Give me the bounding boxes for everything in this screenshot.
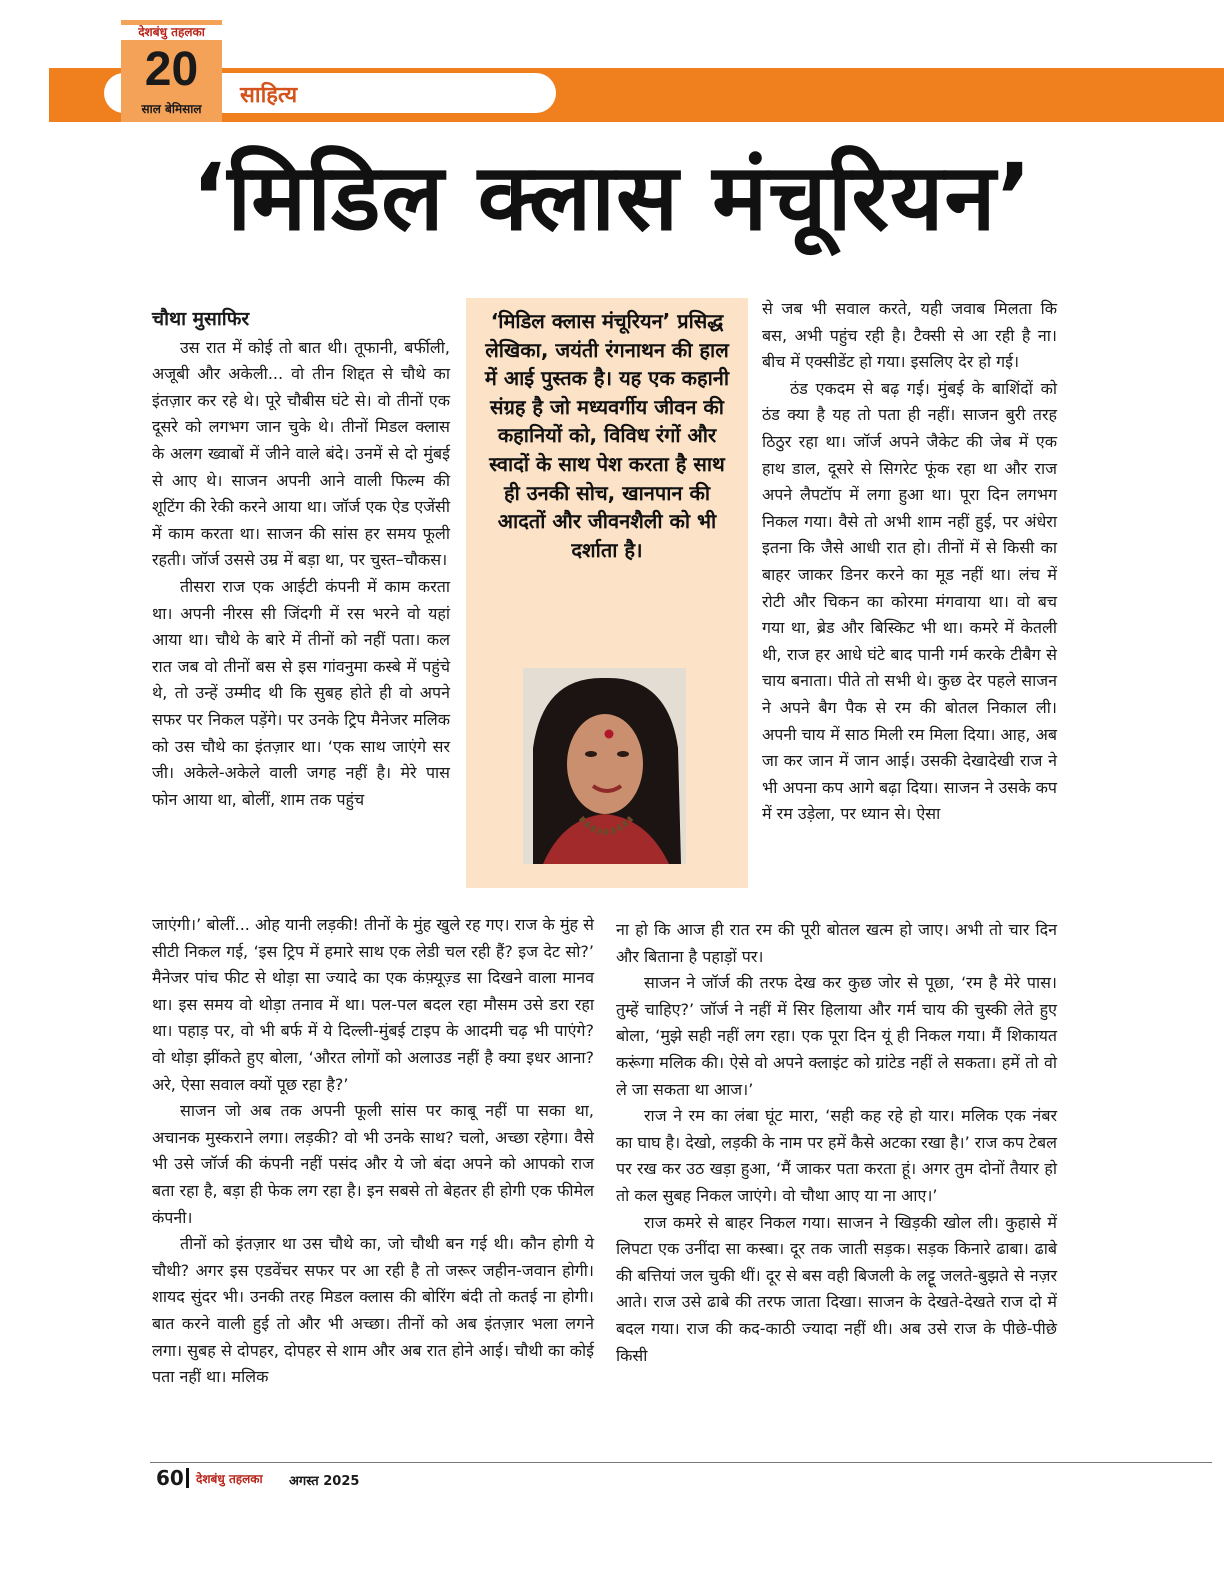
paragraph: जाएंगी।’ बोलीं... ओह यानी लड़की! तीनों के मुंह खुले रह गए। राज के मुंह से सीटी निकल गई, ‘इस ट्रिप में हमारे साथ एक लेडी चल रही हैं? इज देट सो?’ मैनेजर पांच फीट से थोड़ा सा ज्यादे का एक कंफ़्यूज़्ड सा दिखने वाला मानव था। इस समय वो थोड़ा तनाव में था। पल-पल बदल रहा मौसम उसे डरा रहा था। पहाड़ पर, वो भी बर्फ में ये दिल्ली-मुंबई टाइप के आदमी चढ़ भी पाएंगे? वो थोड़ा झींकते हुए बोला, ‘औरत लोगों को अलाउड नहीं है क्या इधर आना? अरे, ऐसा सवाल क्यों पूछ रहा है?’ — [152, 915, 594, 1094]
portrait-illustration — [523, 668, 686, 864]
subhead: चौथा मुसाफिर — [152, 308, 250, 330]
badge-brand: देशबंधु तहलका — [121, 25, 222, 40]
paragraph: तीसरा राज एक आईटी कंपनी में काम करता था। अपनी नीरस सी जिंदगी में रस भरने वो यहां आया था। चौथे के बारे में तीनों को नहीं पता। कल रात जब वो तीनों बस से इस गांवनुमा कस्बे में पहुंचे थे, तो उन्हें उम्मीद थी कि सुबह होते ही वो अपने सफर पर निकल पड़ेंगे। पर उनके ट्रिप मैनेजर मलिक को उस चौथे का इंतज़ार था। ‘एक साथ जाएंगे सर जी। अकेले-अकेले वाली जगह नहीं है। मेरे पास फोन आया था, बोलीं, शाम तक पहुंच — [152, 576, 450, 809]
paragraph: ना हो कि आज ही रात रम की पूरी बोतल खत्म हो जाए। अभी तो चार दिन और बिताना है पहाड़ों पर। — [616, 920, 1057, 966]
author-portrait — [523, 668, 686, 864]
badge-number: 20 — [144, 43, 199, 96]
page-number: 60 — [156, 1466, 184, 1490]
badge-subtitle: साल बेमिसाल — [141, 102, 202, 116]
footer-divider — [186, 1468, 189, 1488]
paragraph: राज ने रम का लंबा घूंट मारा, ‘सही कह रहे हो यार। मलिक एक नंबर का घाघ है। देखो, लड़की के नाम पर हमें कैसे अटका रखा है।’ राज कप टेबल पर रख कर उठ खड़ा हुआ, ‘मैं जाकर पता करता हूं। अगर तुम दोनों तैयार हो तो कल सुबह निकल जाएंगे। वो चौथा आए या ना आए।’ — [616, 1106, 1057, 1205]
paragraph: साजन ने जॉर्ज की तरफ देख कर कुछ जोर से पूछा, ‘रम है मेरे पास। तुम्हें चाहिए?’ जॉर्ज ने नहीं में सिर हिलाया और गर्म चाय की चुस्की लेते हुए बोला, ‘मुझे सही नहीं लग रहा। एक पूरा दिन यूं ही निकल गया। मैं शिकायत करूंगा मलिक की। ऐसे वो अपने क्लाइंट को ग्रांटेड नहीं ले सकता। हमें तो वो ले जा सकता था आज।’ — [616, 973, 1057, 1099]
column-3-wide — [616, 917, 1057, 1369]
anniversary-badge — [121, 20, 222, 122]
column-1-wide — [152, 912, 594, 1391]
footer-brand: देशबंधु तहलका — [196, 1472, 263, 1486]
paragraph: ठंड एकदम से बढ़ गई। मुंबई के बाशिंदों को ठंड क्या है यह तो पता ही नहीं। साजन बुरी तरह ठिठुर रहा था। जॉर्ज अपने जैकेट की जेब में एक हाथ डाल, दूसरे से सिगरेट फूंक रहा था और राज अपने लैपटॉप में लगा हुआ था। पूरा दिन लगभग निकल गया। वैसे तो अभी शाम नहीं हुई, पर अंधेरा इतना कि जैसे आधी रात हो। तीनों में से किसी का बाहर जाकर डिनर करने का मूड नहीं था। लंच में रोटी और चिकन का कोरमा मंगवाया था। वो बच गया था, ब्रेड और बिस्किट भी था। कमरे में केतली थी, राज हर आधे घंटे बाद पानी गर्म करके टीबैग से चाय बनाता। पीते तो सभी थे। कुछ देर पहले साजन ने अपने बैग पैक से रम की बोतल निकाल ली। अपनी चाय में साठ मिली रम मिला दिया। आह, अब जा कर जान में जान आई। उसकी देखादेखी राज ने भी अपना कप आगे बढ़ा दिया। साजन ने उसके कप में रम उड़ेला, पर ध्यान से। ऐसा — [762, 378, 1057, 824]
callout-text: ‘मिडिल क्लास मंचूरियन’ प्रसिद्ध लेखिका, जयंती रंगनाथन की हाल में आई पुस्तक है। यह एक कहानी संग्रह है जो मध्यवर्गीय जीवन की कहानियों को, विविध रंगों और स्वादों के साथ पेश करता है साथ ही उनकी सोच, खानपान की आदतों और जीवनशैली को भी दर्शाता है। — [484, 309, 730, 562]
column-1 — [152, 306, 450, 813]
section-label: साहित्य — [240, 83, 298, 108]
article-title: ‘मिडिल क्लास मंचूरियन’ — [191, 144, 1033, 251]
paragraph: राज कमरे से बाहर निकल गया। साजन ने खिड़की खोल ली। कुहासे में लिपटा एक उनींदा सा कस्बा। दूर तक जाती सड़क। सड़क किनारे ढाबा। ढाबे की बत्तियां जल चुकी थीं। दूर से बस वही बिजली के लट्टू जलते-बुझते से नज़र आते। राज उसे ढाबे की तरफ जाता दिखा। साजन के देखते-देखते राज दो में बदल गया। राज की कद-काठी ज्यादा नहीं थी। अब उसे राज के पीछे-पीछे किसी — [616, 1212, 1057, 1365]
column-3 — [762, 296, 1057, 828]
paragraph: साजन जो अब तक अपनी फूली सांस पर काबू नहीं पा सका था, अचानक मुस्कराने लगा। लड़की? वो भी उनके साथ? चलो, अच्छा रहेगा। वैसे भी उसे जॉर्ज की कंपनी नहीं पसंद और ये जो बंदा अपने को आपको राज बता रहा है, बड़ा ही फेक लग रहा है। इन सबसे तो बेहतर ही होगी एक फीमेल कंपनी। — [152, 1101, 594, 1227]
paragraph: से जब भी सवाल करते, यही जवाब मिलता कि बस, अभी पहुंच रही है। टैक्सी से आ रही है ना। बीच में एक्सीडेंट हो गया। इसलिए देर हो गई। — [762, 299, 1057, 372]
paragraph: उस रात में कोई तो बात थी। तूफानी, बर्फीली, अजूबी और अकेली... वो तीन शिद्दत से चौथे का इंतज़ार कर रहे थे। पूरे चौबीस घंटे से। वो तीनों एक दूसरे को लगभग जान चुके थे। तीनों मिडल क्लास के अलग ख्वाबों में जीने वाले बंदे। उनमें से दो मुंबई से आए थे। साजन अपनी आने वाली फिल्म की शूटिंग की रेकी करने आया था। जॉर्ज एक ऐड एजेंसी में काम करता था। साजन की सांस हर समय फूली रहती। जॉर्ज उससे उम्र में बड़ा था, पर चुस्त–चौकस। — [152, 337, 450, 570]
issue-date: अगस्त 2025 — [289, 1474, 360, 1489]
footer-rule — [150, 1462, 1212, 1463]
paragraph: तीनों को इंतज़ार था उस चौथे का, जो चौथी बन गई थी। कौन होगी ये चौथी? अगर इस एडवेंचर सफर पर आ रही है तो जरूर जहीन-जवान होगी। शायद सुंदर भी। उनकी तरह मिडल क्लास की बोरिंग बंदी तो कतई ना होगी। बात करने वाली हुई तो और भी अच्छा। तीनों को अब इंतज़ार भला लगने लगा। सुबह से दोपहर, दोपहर से शाम और अब रात होने आई। चौथी का कोई पता नहीं था। मलिक — [152, 1234, 594, 1387]
